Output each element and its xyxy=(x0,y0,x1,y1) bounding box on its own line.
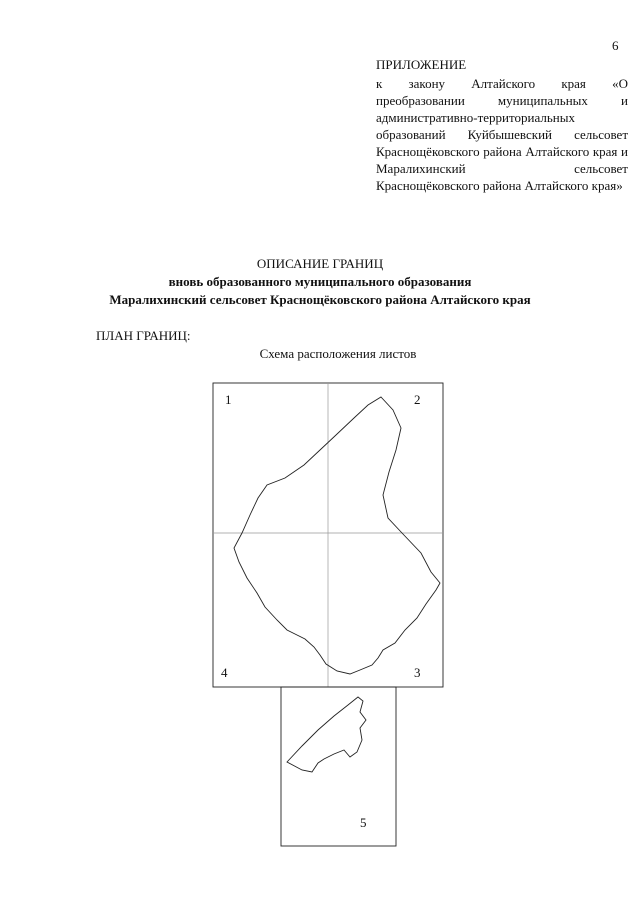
sheet-number-3: 3 xyxy=(414,665,421,680)
document-title: ОПИСАНИЕ ГРАНИЦ xyxy=(256,256,384,271)
boundary-outline-main xyxy=(234,397,440,674)
appendix-title: ПРИЛОЖЕНИЕ xyxy=(376,57,467,72)
sheet-number-4: 4 xyxy=(221,665,228,680)
plan-label: ПЛАН ГРАНИЦ: xyxy=(96,328,191,343)
appendix-text: к закону Алтайского края «О преобразовании муниципальных и административно-территориальных образований Куйбышевский сельсовет Краснощёковского района Алтайского края и Маралихинский сельсовет Краснощёковского района Алтайского края» xyxy=(376,76,628,193)
sheet-number-1: 1 xyxy=(225,392,232,407)
boundary-outline-sheet-5 xyxy=(287,697,366,772)
sheet-number-2: 2 xyxy=(414,392,421,407)
sheet-5-frame xyxy=(281,687,396,846)
page-number: 6 xyxy=(612,38,619,53)
municipality-name: Маралихинский сельсовет Краснощёковского района Алтайского края xyxy=(109,292,531,307)
sheet-number-5: 5 xyxy=(360,815,367,830)
scheme-title: Схема расположения листов xyxy=(259,346,417,361)
document-subtitle: вновь образованного муниципального образования xyxy=(168,274,472,289)
